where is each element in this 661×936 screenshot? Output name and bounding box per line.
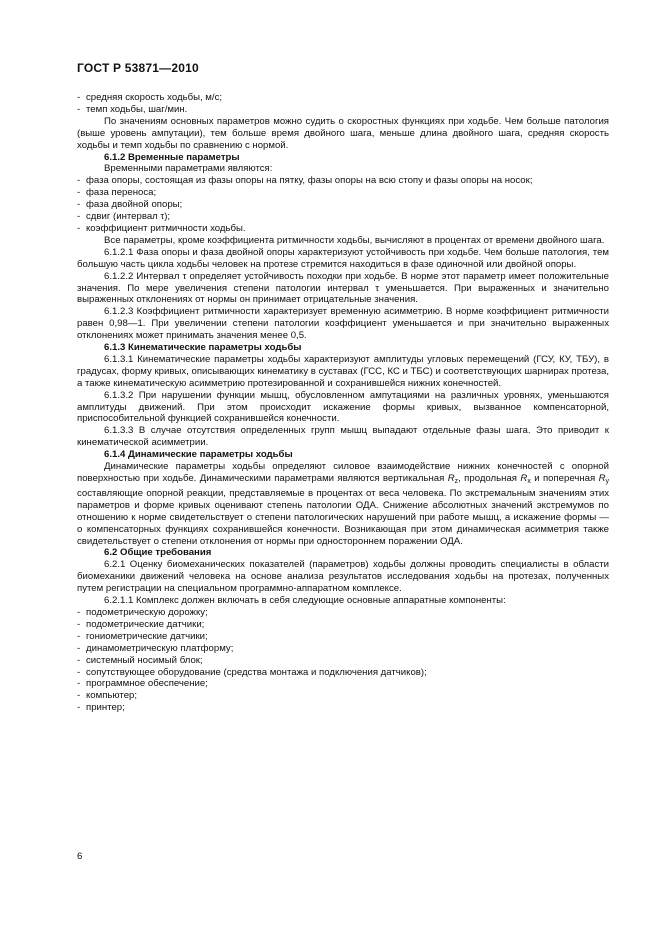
- text-run: Динамические параметры ходьбы определяют силовое взаимодействие нижних конечностей с опорной поверхностью при ходьбе. Динамическими параметрами являются вертикальная: [77, 461, 609, 484]
- list-item: [77, 655, 609, 667]
- page-content: [77, 92, 609, 714]
- text-run: , продольная: [458, 473, 517, 484]
- list-item: [77, 702, 609, 714]
- paragraph-6-1-3-2: 6.1.3.2 При нарушении функции мышц, обусловленном ампутациями на различных уровнях, уменьшаются амплитуды движений. При этом происходит искажение формы кривых, вызванное компенсаторной, приспособительной функцией сохранившейся конечности.: [77, 389, 609, 425]
- paragraph-main: По значениям основных параметров можно судить о скоростных функциях при ходьбе. Чем больше патология (выше уровень ампутации), тем больше время двойного шага, меньше длина двойного шага, средняя скорость ходьбы и темп ходьбы по сравнению с нормой.: [77, 115, 609, 151]
- list-dash: -: [77, 678, 81, 690]
- list-dash: -: [77, 187, 81, 199]
- list-item-text: фаза опоры, состоящая из фазы опоры на пятку, фазы опоры на всю стопу и фазы опоры на носок;: [86, 175, 533, 187]
- list-item-text: коэффициент ритмичности ходьбы.: [86, 222, 246, 234]
- paragraph-dynamic: [77, 461, 609, 547]
- symbol-r: R: [447, 473, 455, 484]
- list-item-text: фаза переноса;: [86, 187, 157, 199]
- list-item: [77, 631, 609, 643]
- paragraph-6-1-3-3: 6.1.3.3 В случае отсутствия определенных групп мышц выпадают отдельные фазы шага. Это приводит к кинематической асимметрии.: [77, 425, 609, 449]
- list-item: [77, 211, 609, 223]
- list-item-text: подометрическую дорожку;: [86, 606, 208, 618]
- list-item: [77, 678, 609, 690]
- standard-header: ГОСТ Р 53871—2010: [77, 61, 199, 75]
- list-dash: -: [77, 702, 81, 714]
- section-heading-6-1-4: 6.1.4 Динамические параметры ходьбы: [104, 449, 293, 461]
- list-item-text: фаза двойной опоры;: [86, 199, 183, 211]
- paragraph: Все параметры, кроме коэффициента ритмичности ходьбы, вычисляют в процентах от времени двойного шага.: [104, 234, 605, 246]
- subscript-x: x: [527, 478, 531, 485]
- list-item: [77, 619, 609, 631]
- paragraph-6-2-1: 6.2.1 Оценку биомеханических показателей (параметров) ходьбы должны проводить специалисты в области биомеханики движений человека на основе анализа результатов исследования ходьбы на протезах, полученных путем регистрации на специальном программно-аппаратном комплексе.: [77, 559, 609, 595]
- list-item-text: системный носимый блок;: [86, 654, 203, 666]
- list-item-text: программное обеспечение;: [86, 678, 208, 690]
- list-item: [77, 667, 609, 679]
- text-run: составляющие опорной реакции, представляемые в процентах от веса человека. По экстремальным значениям этих параметров и форме кривых оценивают степень патологии ОДА. Снижение абсолютных значений экстремумов по отношению к норме свидетельствует о степени патологических нарушений при работе мышц, а искажение формы — о компенсаторных функциях сохранившейся конечности. Возникающая при этом динамическая асимметрия также свидетельствует о степени отклонения от нормы при одностороннем поражении ОДА.: [77, 487, 609, 547]
- symbol-r: R: [598, 473, 606, 484]
- list-dash: -: [77, 690, 81, 702]
- list-item-text: компьютер;: [86, 690, 138, 702]
- list-dash: -: [77, 618, 81, 630]
- list-item: [77, 199, 609, 211]
- list-item-text: гониометрические датчики;: [86, 630, 208, 642]
- paragraph-6-1-2-1: 6.1.2.1 Фаза опоры и фаза двойной опоры характеризуют устойчивость при ходьбе. Чем больше патология, тем большую часть цикла ходьбы человек на протезе стремится находиться в фазе одиночной или двойной опоры.: [77, 246, 609, 270]
- list-item-text: принтер;: [86, 702, 125, 714]
- list-item: [77, 187, 609, 199]
- text-run: и поперечная: [534, 473, 596, 484]
- paragraph-6-1-3-1: 6.1.3.1 Кинематические параметры ходьбы характеризуют амплитуды угловых перемещений (ГСУ, КУ, ТБУ), в градусах, форму кривых, описывающих кинематику в суставах (ГСС, КС и ТБС) и соответствующих шарнирах протеза, а также кинематическую асимметрию протезированной и сохранившейся нижних конечностей.: [77, 353, 609, 389]
- paragraph-6-1-2-2: 6.1.2.2 Интервал τ определяет устойчивость походки при ходьбе. В норме этот параметр имеет положительные значения. По мере увеличения степени патологии интервал τ уменьшается. При выраженных и значительно выраженных отклонениях от нормы он принимает отрицательные значения.: [77, 270, 609, 306]
- list-dash: -: [77, 175, 81, 187]
- paragraph-6-1-2-3: 6.1.2.3 Коэффициент ритмичности характеризует временную асимметрию. В норме коэффициент ритмичности равен 0,98—1. При увеличении степени патологии коэффициент уменьшается и при значительно выраженных отклонениях может принимать значения менее 0,5.: [77, 306, 609, 342]
- subscript-y: y: [605, 478, 610, 485]
- list-item-text: подометрические датчики;: [86, 618, 205, 630]
- list-dash: -: [77, 199, 81, 211]
- list-item-text: сдвиг (интервал τ);: [86, 211, 171, 223]
- list-dash: -: [77, 654, 81, 666]
- list-item-text: средняя скорость ходьбы, м/с;: [86, 92, 223, 103]
- list-dash: -: [77, 606, 81, 618]
- section-heading-6-1-3: 6.1.3 Кинематические параметры ходьбы: [104, 342, 302, 354]
- paragraph-6-2-1-1: 6.2.1.1 Комплекс должен включать в себя следующие основные аппаратные компоненты:: [104, 595, 506, 607]
- section-heading-6-2: 6.2 Общие требования: [104, 547, 212, 559]
- list-dash: -: [77, 642, 81, 654]
- page-number: 6: [77, 851, 83, 862]
- list-dash: -: [77, 92, 81, 103]
- list-dash: -: [77, 103, 81, 115]
- list-dash: -: [77, 666, 81, 678]
- section-heading-6-1-2: 6.1.2 Временные параметры: [104, 151, 240, 163]
- subscript-z: z: [454, 478, 459, 485]
- list-dash: -: [77, 211, 81, 223]
- paragraph-intro: Временными параметрами являются:: [104, 163, 273, 175]
- list-dash: -: [77, 630, 81, 642]
- list-item: [77, 690, 609, 702]
- list-item: [77, 607, 609, 619]
- list-item: [77, 104, 609, 116]
- list-dash: -: [77, 222, 81, 234]
- symbol-r: R: [520, 473, 528, 484]
- list-item: [77, 92, 609, 104]
- list-item-text: сопутствующее оборудование (средства монтажа и подключения датчиков);: [86, 666, 427, 678]
- list-item: [77, 643, 609, 655]
- list-item: [77, 223, 609, 235]
- list-item-text: темп ходьбы, шаг/мин.: [86, 103, 188, 115]
- list-item: [77, 175, 609, 187]
- list-item-text: динамометрическую платформу;: [86, 642, 234, 654]
